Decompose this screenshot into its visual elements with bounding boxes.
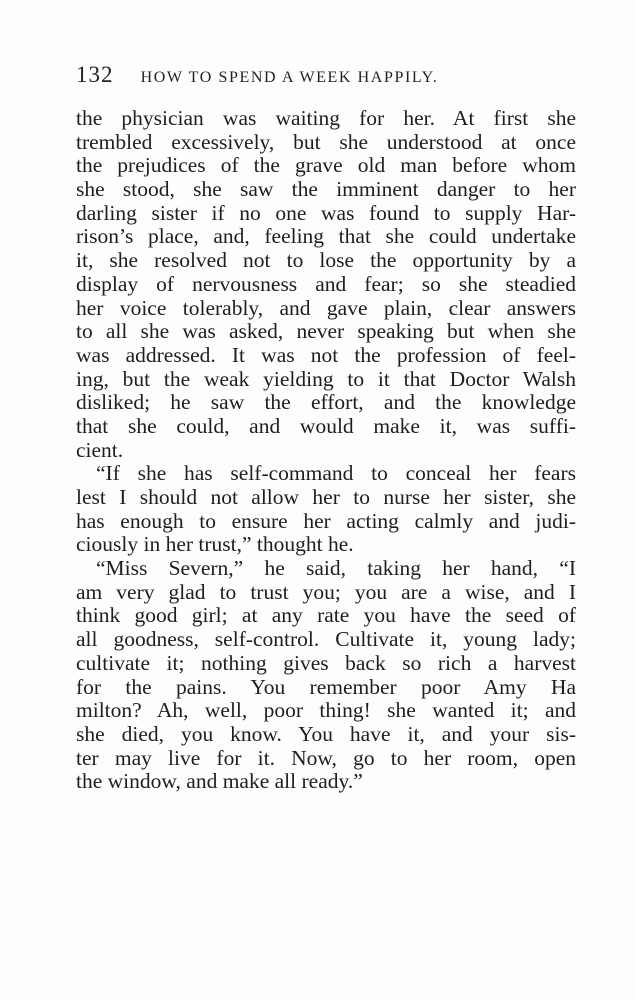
text-line: rison’s place, and, feeling that she could undertake <box>76 224 576 249</box>
text-line: milton? Ah, well, poor thing! she wanted it; and <box>76 698 576 723</box>
body-text <box>76 107 576 794</box>
text-line: the prejudices of the grave old man before whom <box>76 153 576 178</box>
page-number: 132 <box>76 62 114 87</box>
text-line: “If she has self-command to conceal her fears <box>96 461 576 486</box>
text-line: am very glad to trust you; you are a wise, and I <box>76 579 576 604</box>
text-line: all goodness, self-control. Cultivate it, young lady; <box>76 627 576 652</box>
text-line: it, she resolved not to lose the opportunity by a <box>76 248 576 273</box>
text-line: cultivate it; nothing gives back so rich a harvest <box>76 650 576 675</box>
text-line: ciously in her trust,” thought he. <box>76 532 354 557</box>
text-line: “Miss Severn,” he said, taking her hand, “I <box>96 556 576 581</box>
text-line: display of nervousness and fear; so she steadied <box>76 271 576 296</box>
text-line: she died, you know. You have it, and your sis- <box>76 721 576 746</box>
text-line: lest I should not allow her to nurse her sister, she <box>76 485 576 509</box>
text-line: cient. <box>76 437 124 462</box>
text-line: think good girl; at any rate you have the seed of <box>76 603 576 628</box>
text-line: was addressed. It was not the profession of feel- <box>76 342 576 367</box>
text-line: the physician was waiting for her. At first she <box>76 106 576 130</box>
text-line: that she could, and would make it, was suffi- <box>76 413 576 438</box>
text-line: her voice tolerably, and gave plain, clear answers <box>76 295 576 320</box>
text-line: to all she was asked, never speaking but when she <box>76 319 576 344</box>
text-line: trembled excessively, but she understood at once <box>76 129 576 154</box>
text-line: the window, and make all ready.” <box>76 769 363 794</box>
text-line: ter may live for it. Now, go to her room, open <box>76 745 576 770</box>
text-line: darling sister if no one was found to supply Har- <box>76 200 576 225</box>
running-head <box>76 62 576 88</box>
text-line: for the pains. You remember poor Amy Ha <box>76 674 576 699</box>
text-line: has enough to ensure her acting calmly and judi- <box>76 508 576 533</box>
text-line: ing, but the weak yielding to it that Doctor Walsh <box>76 366 576 391</box>
text-line: she stood, she saw the imminent danger to her <box>76 177 576 202</box>
text-line: disliked; he saw the effort, and the knowledge <box>76 390 576 415</box>
running-title: HOW TO SPEND A WEEK HAPPILY. <box>140 69 439 86</box>
